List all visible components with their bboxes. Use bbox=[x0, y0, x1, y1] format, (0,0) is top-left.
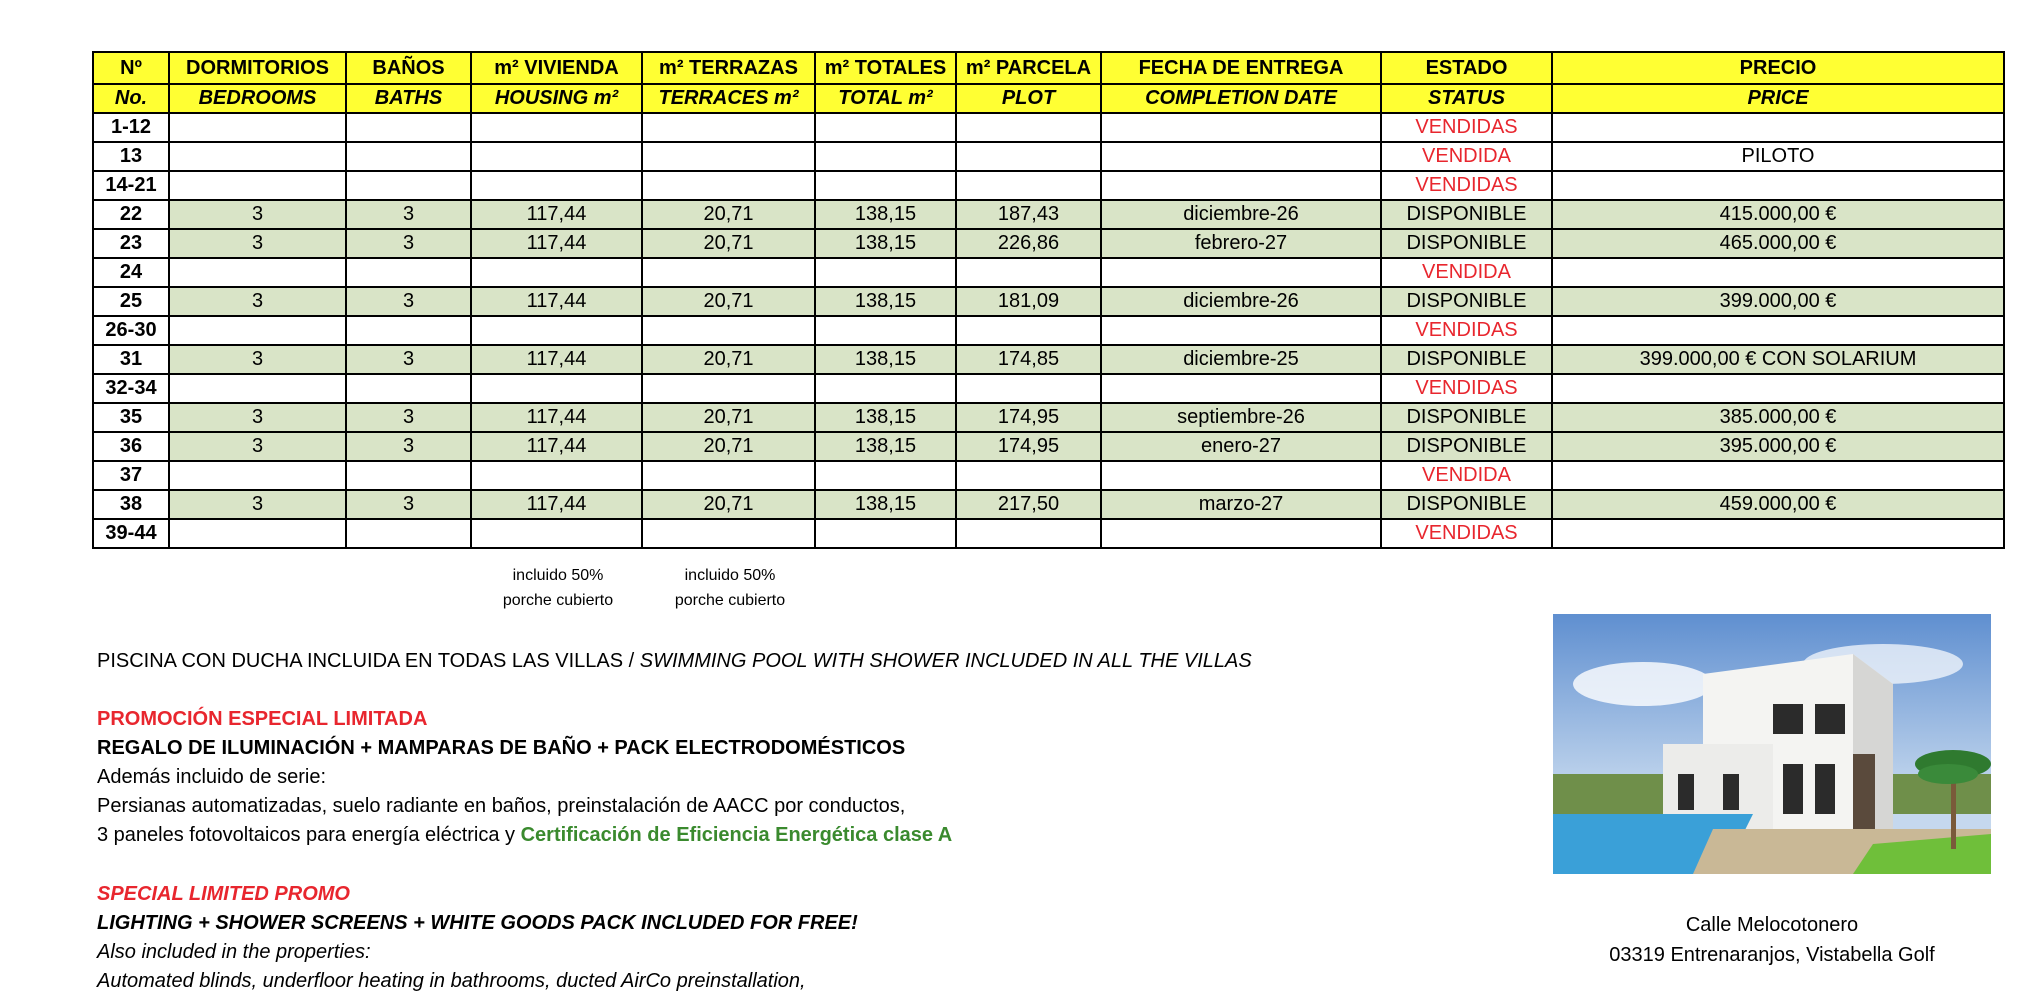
cell-terraces: 20,71 bbox=[642, 287, 815, 316]
cell-plot bbox=[956, 374, 1101, 403]
cell-housing bbox=[471, 316, 642, 345]
table-body bbox=[93, 113, 2004, 548]
table-row bbox=[93, 142, 2004, 171]
cell-housing bbox=[471, 519, 642, 548]
cell-price: 385.000,00 € bbox=[1552, 403, 2004, 432]
table-row bbox=[93, 345, 2004, 374]
cell-terraces bbox=[642, 113, 815, 142]
cell-status: DISPONIBLE bbox=[1381, 287, 1552, 316]
header-price: PRECIO bbox=[1552, 52, 2004, 84]
cell-baths bbox=[346, 113, 471, 142]
table-row bbox=[93, 374, 2004, 403]
cell-total bbox=[815, 142, 956, 171]
cell-unit: 26-30 bbox=[93, 316, 169, 345]
cell-date: diciembre-26 bbox=[1101, 287, 1381, 316]
cell-baths: 3 bbox=[346, 229, 471, 258]
cell-status: VENDIDAS bbox=[1381, 171, 1552, 200]
promo-es-gift: REGALO DE ILUMINACIÓN + MAMPARAS DE BAÑO + PACK ELECTRODOMÉSTICOS bbox=[97, 737, 906, 759]
cell-plot bbox=[956, 171, 1101, 200]
promo-es-line1: Persianas automatizadas, suelo radiante en baños, preinstalación de AACC por conductos, bbox=[97, 795, 906, 817]
promo-en bbox=[97, 880, 858, 996]
promo-es-title: PROMOCIÓN ESPECIAL LIMITADA bbox=[97, 708, 428, 730]
cell-plot: 174,95 bbox=[956, 403, 1101, 432]
cell-housing bbox=[471, 374, 642, 403]
table-row bbox=[93, 490, 2004, 519]
cell-status: VENDIDAS bbox=[1381, 316, 1552, 345]
header-baths: BAÑOS bbox=[346, 52, 471, 84]
cell-price bbox=[1552, 258, 2004, 287]
cell-baths: 3 bbox=[346, 490, 471, 519]
cell-total: 138,15 bbox=[815, 403, 956, 432]
cell-bedrooms bbox=[169, 171, 346, 200]
header-price-en: PRICE bbox=[1552, 84, 2004, 113]
header-terraces-en: TERRACES m² bbox=[642, 84, 815, 113]
cell-date: marzo-27 bbox=[1101, 490, 1381, 519]
cell-terraces bbox=[642, 461, 815, 490]
cell-baths bbox=[346, 142, 471, 171]
cell-terraces bbox=[642, 316, 815, 345]
table-row bbox=[93, 200, 2004, 229]
cell-bedrooms: 3 bbox=[169, 432, 346, 461]
cell-housing: 117,44 bbox=[471, 229, 642, 258]
cell-plot: 217,50 bbox=[956, 490, 1101, 519]
villa-photo bbox=[1553, 614, 1991, 874]
header-bedrooms-en: BEDROOMS bbox=[169, 84, 346, 113]
cell-plot: 181,09 bbox=[956, 287, 1101, 316]
cell-status: DISPONIBLE bbox=[1381, 490, 1552, 519]
table-row bbox=[93, 461, 2004, 490]
header-terraces: m² TERRAZAS bbox=[642, 52, 815, 84]
cell-plot bbox=[956, 113, 1101, 142]
cell-housing bbox=[471, 142, 642, 171]
cell-price bbox=[1552, 461, 2004, 490]
cell-plot bbox=[956, 142, 1101, 171]
header-status: ESTADO bbox=[1381, 52, 1552, 84]
cell-price: 459.000,00 € bbox=[1552, 490, 2004, 519]
cell-total: 138,15 bbox=[815, 229, 956, 258]
cell-baths bbox=[346, 316, 471, 345]
terraces-note bbox=[645, 563, 815, 613]
cell-total bbox=[815, 113, 956, 142]
cell-date bbox=[1101, 374, 1381, 403]
cell-terraces: 20,71 bbox=[642, 200, 815, 229]
address-city: 03319 Entrenaranjos, Vistabella Golf bbox=[1609, 944, 1935, 966]
cell-plot bbox=[956, 461, 1101, 490]
cell-bedrooms: 3 bbox=[169, 200, 346, 229]
promo-es-line2-start: 3 paneles fotovoltaicos para energía eléctrica y bbox=[97, 824, 521, 846]
cell-total bbox=[815, 519, 956, 548]
cell-baths: 3 bbox=[346, 287, 471, 316]
cell-bedrooms bbox=[169, 113, 346, 142]
cell-terraces: 20,71 bbox=[642, 229, 815, 258]
cell-baths: 3 bbox=[346, 200, 471, 229]
header-housing: m² VIVIENDA bbox=[471, 52, 642, 84]
cell-unit: 23 bbox=[93, 229, 169, 258]
cell-terraces bbox=[642, 519, 815, 548]
cell-unit: 38 bbox=[93, 490, 169, 519]
cell-total bbox=[815, 316, 956, 345]
cell-unit: 25 bbox=[93, 287, 169, 316]
header-no: Nº bbox=[93, 52, 169, 84]
housing-note-line2: porche cubierto bbox=[502, 592, 614, 609]
cell-date bbox=[1101, 171, 1381, 200]
cell-terraces: 20,71 bbox=[642, 345, 815, 374]
terraces-note-line1: incluido 50% bbox=[684, 567, 776, 584]
cell-plot bbox=[956, 258, 1101, 287]
cell-terraces bbox=[642, 258, 815, 287]
cell-plot: 174,85 bbox=[956, 345, 1101, 374]
cell-baths: 3 bbox=[346, 403, 471, 432]
cell-terraces: 20,71 bbox=[642, 403, 815, 432]
cell-price bbox=[1552, 113, 2004, 142]
price-table bbox=[92, 51, 2005, 549]
header-row-es bbox=[93, 52, 2004, 84]
table-row bbox=[93, 229, 2004, 258]
address-street: Calle Melocotonero bbox=[1685, 914, 1859, 936]
cell-unit: 13 bbox=[93, 142, 169, 171]
cell-plot bbox=[956, 519, 1101, 548]
header-total: m² TOTALES bbox=[815, 52, 956, 84]
cell-date: febrero-27 bbox=[1101, 229, 1381, 258]
header-status-en: STATUS bbox=[1381, 84, 1552, 113]
header-date-en: COMPLETION DATE bbox=[1101, 84, 1381, 113]
cell-bedrooms bbox=[169, 519, 346, 548]
cell-baths: 3 bbox=[346, 432, 471, 461]
cell-price: PILOTO bbox=[1552, 142, 2004, 171]
cell-price: 395.000,00 € bbox=[1552, 432, 2004, 461]
cell-baths bbox=[346, 258, 471, 287]
cell-unit: 37 bbox=[93, 461, 169, 490]
cell-total: 138,15 bbox=[815, 490, 956, 519]
cell-price: 399.000,00 € CON SOLARIUM bbox=[1552, 345, 2004, 374]
cell-total bbox=[815, 461, 956, 490]
cell-date: septiembre-26 bbox=[1101, 403, 1381, 432]
cell-terraces bbox=[642, 142, 815, 171]
cell-price: 399.000,00 € bbox=[1552, 287, 2004, 316]
cell-plot bbox=[956, 316, 1101, 345]
table-row bbox=[93, 316, 2004, 345]
pool-text-en: SWIMMING POOL WITH SHOWER INCLUDED IN ALL THE VILLAS bbox=[639, 650, 1252, 672]
cell-status: VENDIDAS bbox=[1381, 374, 1552, 403]
cell-unit: 31 bbox=[93, 345, 169, 374]
cell-housing: 117,44 bbox=[471, 490, 642, 519]
cell-total: 138,15 bbox=[815, 200, 956, 229]
cell-housing bbox=[471, 171, 642, 200]
cell-total: 138,15 bbox=[815, 345, 956, 374]
cell-total bbox=[815, 171, 956, 200]
cell-price: 465.000,00 € bbox=[1552, 229, 2004, 258]
cell-date bbox=[1101, 316, 1381, 345]
cell-unit: 1-12 bbox=[93, 113, 169, 142]
cell-total bbox=[815, 258, 956, 287]
cell-bedrooms bbox=[169, 258, 346, 287]
table-row bbox=[93, 171, 2004, 200]
cell-baths bbox=[346, 519, 471, 548]
cell-date bbox=[1101, 142, 1381, 171]
cell-housing bbox=[471, 258, 642, 287]
cell-status: VENDIDA bbox=[1381, 258, 1552, 287]
cell-bedrooms: 3 bbox=[169, 287, 346, 316]
cell-unit: 24 bbox=[93, 258, 169, 287]
promo-es-line2 bbox=[97, 821, 952, 850]
energy-certification: Certificación de Eficiencia Energética clase A bbox=[520, 824, 953, 846]
cell-price: 415.000,00 € bbox=[1552, 200, 2004, 229]
cell-bedrooms: 3 bbox=[169, 229, 346, 258]
cell-bedrooms bbox=[169, 316, 346, 345]
header-total-en: TOTAL m² bbox=[815, 84, 956, 113]
header-row-en bbox=[93, 84, 2004, 113]
table-row bbox=[93, 519, 2004, 548]
cell-plot: 187,43 bbox=[956, 200, 1101, 229]
header-bedrooms: DORMITORIOS bbox=[169, 52, 346, 84]
cell-date bbox=[1101, 519, 1381, 548]
header-date: FECHA DE ENTREGA bbox=[1101, 52, 1381, 84]
promo-en-line1: Automated blinds, underfloor heating in bathrooms, ducted AirCo preinstallation, bbox=[97, 970, 806, 992]
cell-total: 138,15 bbox=[815, 287, 956, 316]
housing-note bbox=[473, 563, 643, 613]
cell-date: diciembre-25 bbox=[1101, 345, 1381, 374]
header-baths-en: BATHS bbox=[346, 84, 471, 113]
cell-status: DISPONIBLE bbox=[1381, 403, 1552, 432]
cell-bedrooms bbox=[169, 461, 346, 490]
promo-en-title: SPECIAL LIMITED PROMO bbox=[97, 883, 350, 905]
cell-housing: 117,44 bbox=[471, 403, 642, 432]
table-row bbox=[93, 287, 2004, 316]
cell-bedrooms: 3 bbox=[169, 490, 346, 519]
pool-line bbox=[97, 647, 1252, 676]
cell-terraces bbox=[642, 171, 815, 200]
terraces-note-line2: porche cubierto bbox=[674, 592, 786, 609]
cell-status: VENDIDA bbox=[1381, 142, 1552, 171]
cell-bedrooms bbox=[169, 374, 346, 403]
cell-unit: 35 bbox=[93, 403, 169, 432]
promo-es-also: Además incluido de serie: bbox=[97, 766, 327, 788]
cell-status: VENDIDAS bbox=[1381, 113, 1552, 142]
cell-status: DISPONIBLE bbox=[1381, 345, 1552, 374]
cell-terraces: 20,71 bbox=[642, 432, 815, 461]
header-housing-en: HOUSING m² bbox=[471, 84, 642, 113]
housing-note-line1: incluido 50% bbox=[512, 567, 604, 584]
cell-unit: 32-34 bbox=[93, 374, 169, 403]
cell-terraces: 20,71 bbox=[642, 490, 815, 519]
cell-housing: 117,44 bbox=[471, 287, 642, 316]
cell-status: DISPONIBLE bbox=[1381, 229, 1552, 258]
cell-date: enero-27 bbox=[1101, 432, 1381, 461]
cell-price bbox=[1552, 519, 2004, 548]
cell-baths bbox=[346, 374, 471, 403]
cell-baths: 3 bbox=[346, 345, 471, 374]
cell-date bbox=[1101, 461, 1381, 490]
pool-text-es: PISCINA CON DUCHA INCLUIDA EN TODAS LAS VILLAS / bbox=[97, 650, 640, 672]
cell-unit: 39-44 bbox=[93, 519, 169, 548]
promo-es bbox=[97, 705, 952, 850]
cell-total: 138,15 bbox=[815, 432, 956, 461]
table-row bbox=[93, 403, 2004, 432]
cell-total bbox=[815, 374, 956, 403]
cell-status: DISPONIBLE bbox=[1381, 432, 1552, 461]
cell-housing: 117,44 bbox=[471, 432, 642, 461]
header-plot-en: PLOT bbox=[956, 84, 1101, 113]
cell-price bbox=[1552, 374, 2004, 403]
cell-unit: 22 bbox=[93, 200, 169, 229]
cell-baths bbox=[346, 461, 471, 490]
promo-en-also: Also included in the properties: bbox=[97, 941, 371, 963]
cell-bedrooms: 3 bbox=[169, 345, 346, 374]
cell-plot: 226,86 bbox=[956, 229, 1101, 258]
cell-unit: 14-21 bbox=[93, 171, 169, 200]
cell-status: DISPONIBLE bbox=[1381, 200, 1552, 229]
cell-housing bbox=[471, 461, 642, 490]
cell-date bbox=[1101, 258, 1381, 287]
cell-status: VENDIDA bbox=[1381, 461, 1552, 490]
header-no-en: No. bbox=[93, 84, 169, 113]
table-row bbox=[93, 432, 2004, 461]
cell-plot: 174,95 bbox=[956, 432, 1101, 461]
promo-en-gift: LIGHTING + SHOWER SCREENS + WHITE GOODS PACK INCLUDED FOR FREE! bbox=[97, 912, 858, 934]
cell-price bbox=[1552, 171, 2004, 200]
cell-date bbox=[1101, 113, 1381, 142]
cell-bedrooms bbox=[169, 142, 346, 171]
cell-housing: 117,44 bbox=[471, 200, 642, 229]
header-plot: m² PARCELA bbox=[956, 52, 1101, 84]
cell-terraces bbox=[642, 374, 815, 403]
cell-housing bbox=[471, 113, 642, 142]
cell-status: VENDIDAS bbox=[1381, 519, 1552, 548]
cell-housing: 117,44 bbox=[471, 345, 642, 374]
cell-baths bbox=[346, 171, 471, 200]
cell-unit: 36 bbox=[93, 432, 169, 461]
cell-bedrooms: 3 bbox=[169, 403, 346, 432]
table-row bbox=[93, 258, 2004, 287]
table-row bbox=[93, 113, 2004, 142]
cell-price bbox=[1552, 316, 2004, 345]
cell-date: diciembre-26 bbox=[1101, 200, 1381, 229]
